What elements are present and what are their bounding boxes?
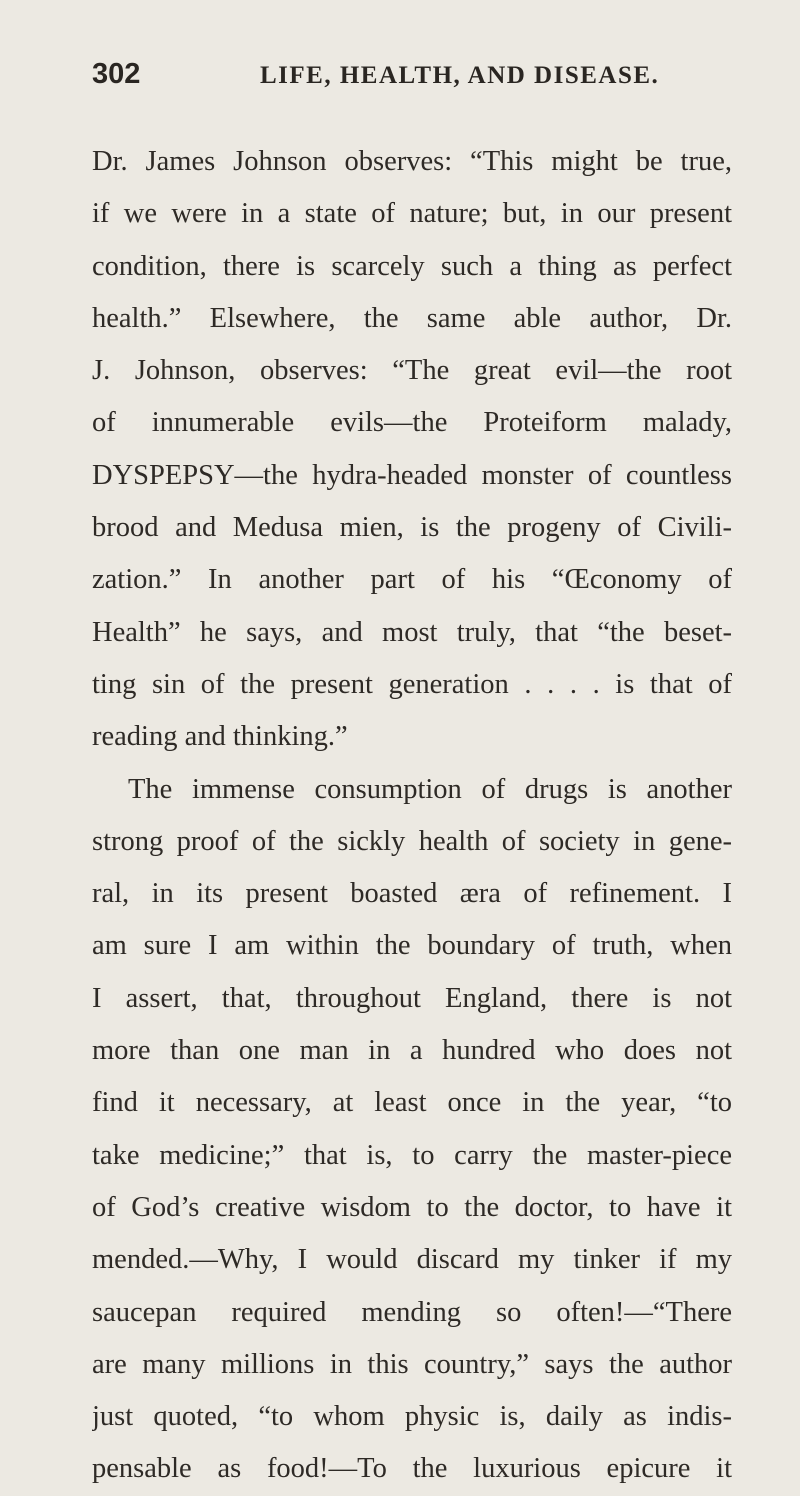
text-line: Dr. James Johnson observes: “This might be true, xyxy=(92,146,732,177)
running-title: LIFE, HEALTH, AND DISEASE. xyxy=(260,62,660,89)
text-line: zation.” In another part of his “Œconomy of xyxy=(92,564,732,596)
text-line: Health” he says, and most truly, that “the beset- xyxy=(92,616,732,648)
text-line: J. Johnson, observes: “The great evil—the root xyxy=(92,355,732,387)
text-line: am sure I am within the boundary of truth, when xyxy=(92,930,732,962)
text-line: more than one man in a hundred who does not xyxy=(92,1035,732,1067)
text-line: just quoted, “to whom physic is, daily as indis- xyxy=(92,1401,732,1433)
text-line: DYSPEPSY—the hydra-headed monster of countless xyxy=(92,459,732,491)
text-line: ting sin of the present generation . . . . is that of xyxy=(92,668,732,700)
text-line: health.” Elsewhere, the same able author, Dr. xyxy=(92,302,732,334)
text-line: if we were in a state of nature; but, in our present xyxy=(92,198,732,230)
text-line: saucepan required mending so often!—“There xyxy=(92,1296,732,1328)
text-line: reading and thinking.” xyxy=(92,721,348,753)
body-text xyxy=(92,136,732,1496)
page-number: 302 xyxy=(92,58,141,90)
text-line: condition, there is scarcely such a thing as perfect xyxy=(92,250,732,282)
text-line: I assert, that, throughout England, there is not xyxy=(92,982,732,1014)
text-line: take medicine;” that is, to carry the master-piece xyxy=(92,1139,732,1171)
text-line: of God’s creative wisdom to the doctor, to have it xyxy=(92,1191,732,1223)
text-line: are many millions in this country,” says the author xyxy=(92,1348,732,1380)
text-line: ral, in its present boasted æra of refinement. I xyxy=(92,878,732,910)
text-line: find it necessary, at least once in the year, “to xyxy=(92,1087,732,1119)
text-line: of innumerable evils—the Proteiform malady, xyxy=(92,407,732,439)
text-line: strong proof of the sickly health of society in gene- xyxy=(92,825,732,857)
running-head xyxy=(92,58,740,98)
text-line: mended.—Why, I would discard my tinker if my xyxy=(92,1244,732,1276)
text-line: brood and Medusa mien, is the progeny of Civili- xyxy=(92,512,732,544)
text-line: The immense consumption of drugs is another xyxy=(128,773,732,805)
text-line: pensable as food!—To the luxurious epicure it xyxy=(92,1453,732,1485)
